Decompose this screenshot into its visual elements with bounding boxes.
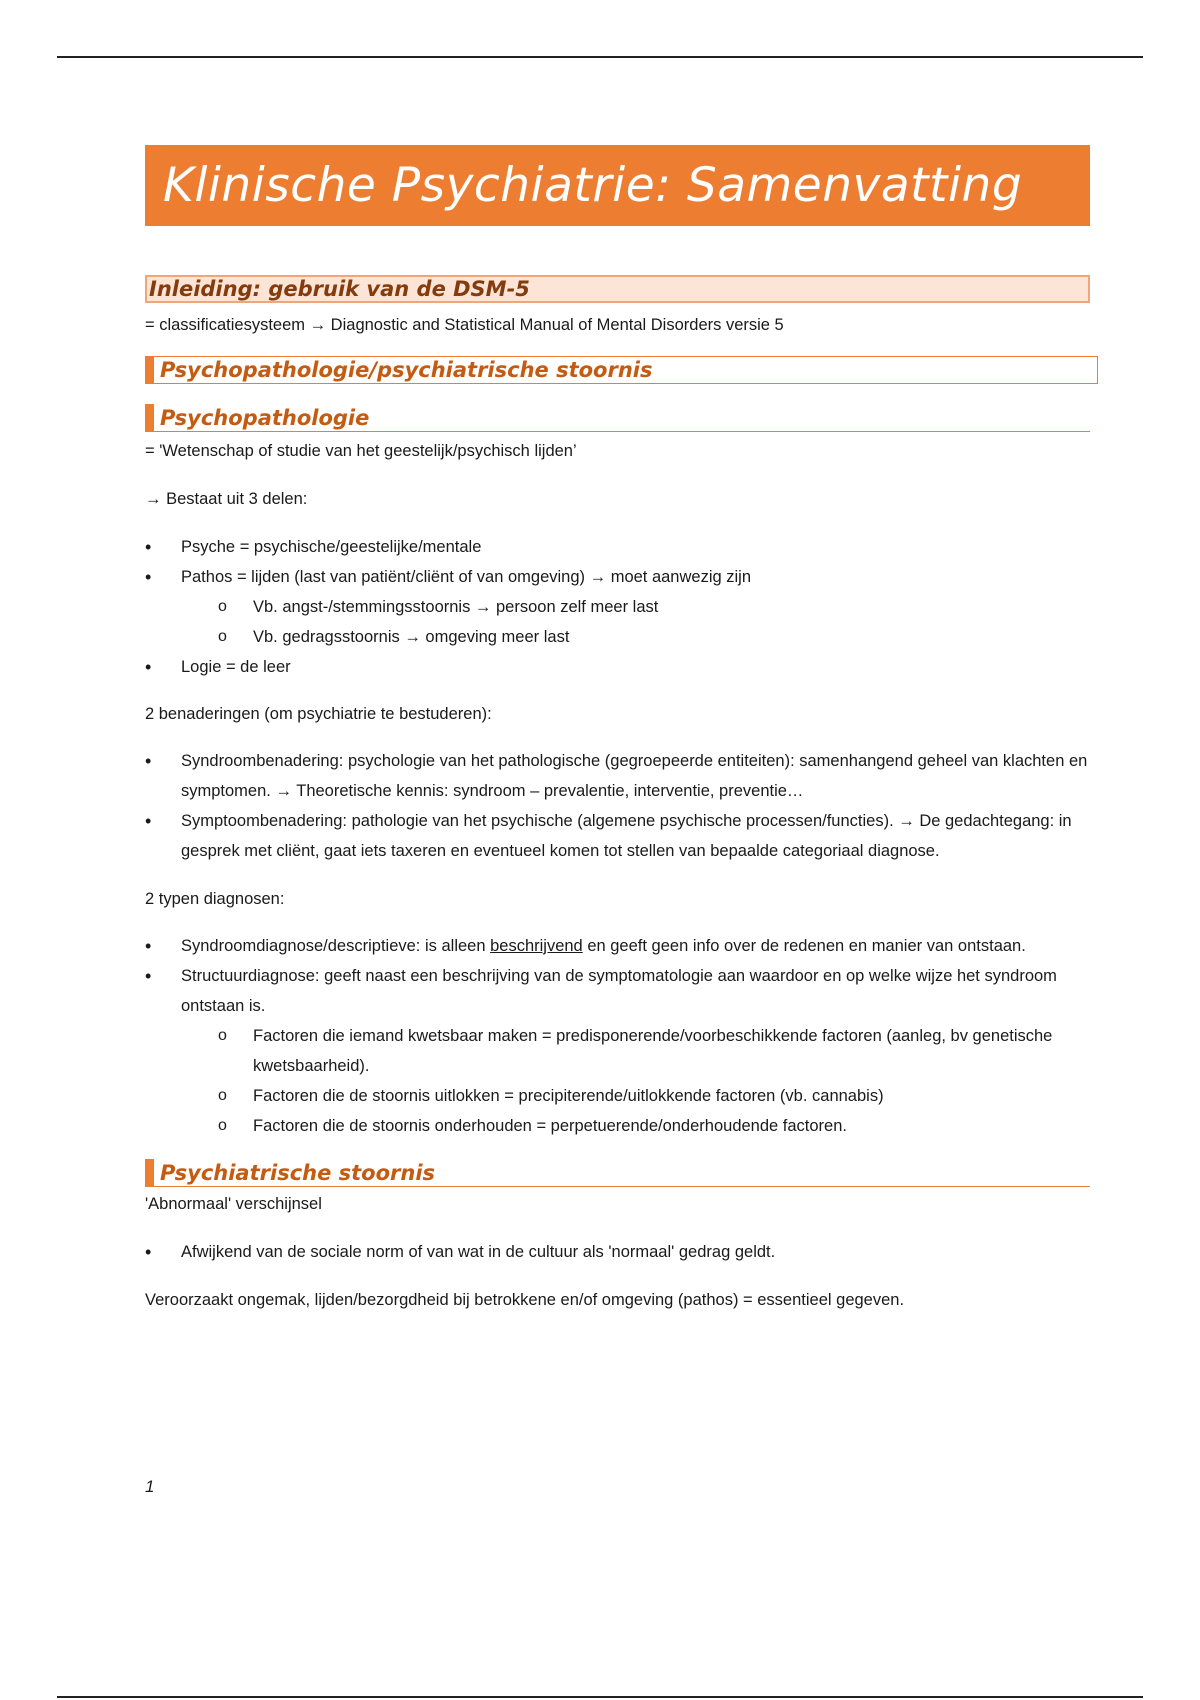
- heading-psychopathologie-stoornis-text: Psychopathologie/psychiatrische stoornis: [160, 358, 653, 382]
- sub-list-item: o Factoren die de stoornis uitlokken = precipiterende/uitlokkende factoren (vb. cannabis): [145, 1081, 1090, 1111]
- list-item: • Pathos = lijden (last van patiënt/cliënt of van omgeving) → moet aanwezig zijn: [145, 562, 1090, 592]
- sub-list-item: o Factoren die iemand kwetsbaar maken = predisponerende/voorbeschikkende factoren (aanleg, bv genetische kwetsbaarheid).: [145, 1021, 1090, 1081]
- approaches-list: [145, 746, 1090, 866]
- parts-intro: → Bestaat uit 3 delen:: [145, 490, 308, 508]
- inleiding-text: = classificatiesysteem → Diagnostic and Statistical Manual of Mental Disorders versie 5: [145, 316, 784, 334]
- diagnoses-list: [145, 931, 1090, 1141]
- document-title: Klinische Psychiatrie: Samenvatting: [163, 158, 1023, 213]
- title-banner: [145, 145, 1090, 226]
- page-top-rule: [57, 56, 1143, 58]
- heading-inleiding: [145, 275, 1090, 303]
- stoornis-closing: Veroorzaakt ongemak, lijden/bezorgdheid bij betrokkene en/of omgeving (pathos) = essentieel gegeven.: [145, 1291, 905, 1309]
- sub-list-item: o Vb. gedragsstoornis → omgeving meer last: [145, 622, 1090, 652]
- stoornis-intro: 'Abnormaal' verschijnsel: [145, 1195, 322, 1213]
- list-item: • Structuurdiagnose: geeft naast een beschrijving van de symptomatologie aan waardoor en op welke wijze het syndroom ontstaan is.: [145, 961, 1090, 1021]
- list-item: • Psyche = psychische/geestelijke/mentale: [145, 532, 1090, 562]
- page-bottom-rule: [57, 1696, 1143, 1698]
- diag1-pre: Syndroomdiagnose/descriptieve: is alleen: [181, 937, 491, 955]
- heading-psychopathologie: [145, 404, 1090, 432]
- approaches-intro: 2 benaderingen (om psychiatrie te bestuderen):: [145, 705, 492, 723]
- stoornis-list: [145, 1237, 1090, 1267]
- parts-list: [145, 532, 1090, 682]
- heading-inleiding-text: Inleiding: gebruik van de DSM-5: [149, 277, 530, 301]
- heading-psychopathologie-text: Psychopathologie: [160, 405, 370, 430]
- list-item: [145, 931, 1090, 961]
- diag1-post: en geeft geen info over de redenen en manier van ontstaan.: [582, 937, 1026, 955]
- list-item: • Afwijkend van de sociale norm of van wat in de cultuur als 'normaal' gedrag geldt.: [145, 1237, 1090, 1267]
- heading-psychiatrische-stoornis-text: Psychiatrische stoornis: [160, 1160, 436, 1185]
- heading-psychiatrische-stoornis: [145, 1159, 1090, 1187]
- diagnoses-intro: 2 typen diagnosen:: [145, 890, 285, 908]
- list-item: • Symptoombenadering: pathologie van het psychische (algemene psychische processen/functies). → De gedachtegang: in gesprek met cliënt, gaat iets taxeren en eventueel komen tot stellen van bepaalde categoriaal diagnose.: [145, 806, 1090, 866]
- psychopathologie-definition: = 'Wetenschap of studie van het geestelijk/psychisch lijden’: [145, 442, 577, 460]
- diag1-underlined: beschrijvend: [490, 937, 583, 955]
- list-item: • Syndroombenadering: psychologie van het pathologische (gegroepeerde entiteiten): samenhangend geheel van klachten en symptomen. → Theoretische kennis: syndroom – prevalentie, interventie, preventie…: [145, 746, 1090, 806]
- sub-list-item: o Vb. angst-/stemmingsstoornis → persoon zelf meer last: [145, 592, 1090, 622]
- sub-list-item: o Factoren die de stoornis onderhouden = perpetuerende/onderhoudende factoren.: [145, 1111, 1090, 1141]
- heading-psychopathologie-stoornis: [145, 356, 1098, 384]
- page-number: 1: [145, 1477, 155, 1496]
- list-item: • Logie = de leer: [145, 652, 1090, 682]
- document-body: [145, 145, 1090, 1315]
